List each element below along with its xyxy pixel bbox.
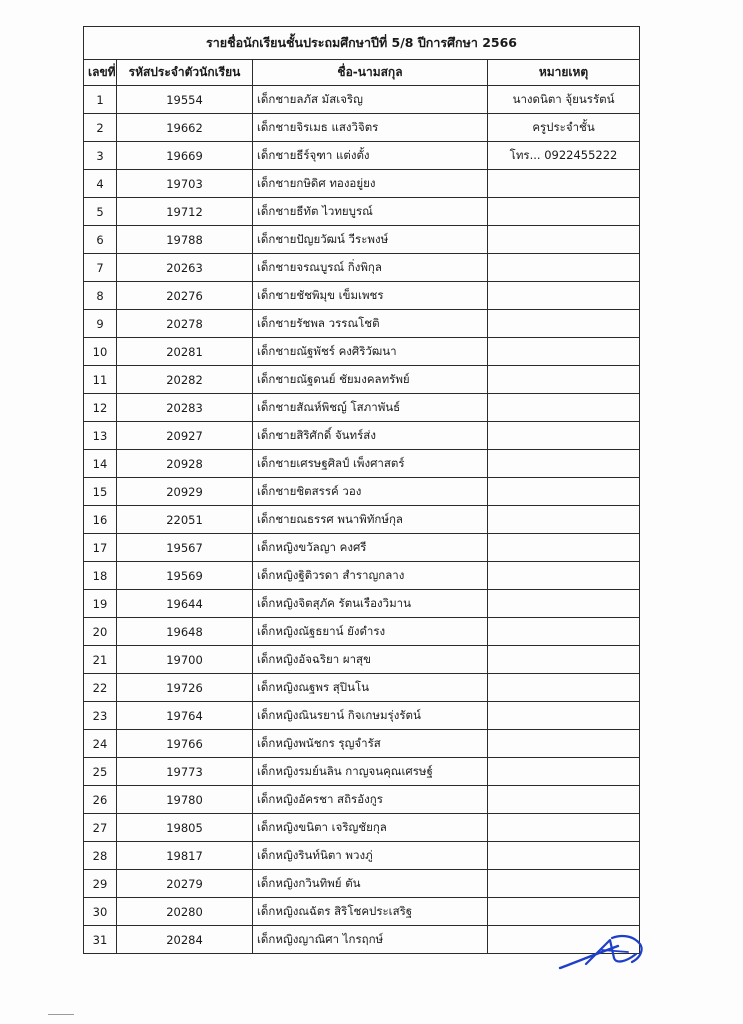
table-row bbox=[84, 730, 640, 758]
student-name: เด็กชายรัชพล วรรณโชติ bbox=[253, 310, 488, 338]
student-note bbox=[488, 618, 640, 646]
student-number: 11 bbox=[84, 366, 117, 394]
document-title: รายชื่อนักเรียนชั้นประถมศึกษาปีที่ 5/8 ปีการศึกษา 2566 bbox=[84, 27, 640, 60]
student-number: 4 bbox=[84, 170, 117, 198]
student-number: 13 bbox=[84, 422, 117, 450]
student-note bbox=[488, 786, 640, 814]
student-id: 19817 bbox=[117, 842, 253, 870]
student-id: 19662 bbox=[117, 114, 253, 142]
student-number: 17 bbox=[84, 534, 117, 562]
student-id: 20928 bbox=[117, 450, 253, 478]
student-name: เด็กหญิงขวัลญา คงศรี bbox=[253, 534, 488, 562]
student-number: 14 bbox=[84, 450, 117, 478]
student-id: 19712 bbox=[117, 198, 253, 226]
student-id: 20284 bbox=[117, 926, 253, 954]
student-name: เด็กหญิงขนิตา เจริญชัยกุล bbox=[253, 814, 488, 842]
student-number: 3 bbox=[84, 142, 117, 170]
student-id: 22051 bbox=[117, 506, 253, 534]
student-name: เด็กหญิงณินรยาน์ กิจเกษมรุ่งรัตน์ bbox=[253, 702, 488, 730]
signature-mark bbox=[556, 928, 648, 974]
table-row bbox=[84, 478, 640, 506]
student-note bbox=[488, 562, 640, 590]
table-row bbox=[84, 842, 640, 870]
header-student-id: รหัสประจำตัวนักเรียน bbox=[117, 60, 253, 86]
student-note bbox=[488, 450, 640, 478]
student-id: 19788 bbox=[117, 226, 253, 254]
table-row bbox=[84, 198, 640, 226]
student-id: 20276 bbox=[117, 282, 253, 310]
student-id: 20281 bbox=[117, 338, 253, 366]
table-row bbox=[84, 254, 640, 282]
student-note bbox=[488, 506, 640, 534]
student-id: 20282 bbox=[117, 366, 253, 394]
student-number: 9 bbox=[84, 310, 117, 338]
student-id: 19764 bbox=[117, 702, 253, 730]
student-number: 30 bbox=[84, 898, 117, 926]
student-name: เด็กหญิงรมย์นลิน กาญจนคุณเศรษฐ์ bbox=[253, 758, 488, 786]
student-name: เด็กหญิงอัจฉริยา ผาสุข bbox=[253, 646, 488, 674]
student-note bbox=[488, 702, 640, 730]
student-name: เด็กชายสิริศักดิ์ จันทร์ส่ง bbox=[253, 422, 488, 450]
student-note bbox=[488, 758, 640, 786]
student-note bbox=[488, 338, 640, 366]
student-name: เด็กหญิงณฉัตร สิริโชคประเสริฐ bbox=[253, 898, 488, 926]
student-id: 19554 bbox=[117, 86, 253, 114]
student-number: 12 bbox=[84, 394, 117, 422]
student-number: 21 bbox=[84, 646, 117, 674]
table-row bbox=[84, 114, 640, 142]
student-number: 22 bbox=[84, 674, 117, 702]
student-id: 19726 bbox=[117, 674, 253, 702]
student-id: 19644 bbox=[117, 590, 253, 618]
student-note bbox=[488, 198, 640, 226]
student-note bbox=[488, 366, 640, 394]
student-name: เด็กชายเศรษฐศิลป์ เพ็งศาสตร์ bbox=[253, 450, 488, 478]
student-name: เด็กชายชิตสรรค์ วอง bbox=[253, 478, 488, 506]
student-number: 6 bbox=[84, 226, 117, 254]
student-name: เด็กหญิงรินท์นิตา พวงภู่ bbox=[253, 842, 488, 870]
table-row bbox=[84, 170, 640, 198]
student-name: เด็กชายณัฐดนย์ ชัยมงคลทรัพย์ bbox=[253, 366, 488, 394]
table-row bbox=[84, 450, 640, 478]
student-name: เด็กชายจิรเมธ แสงวิจิตร bbox=[253, 114, 488, 142]
student-number: 26 bbox=[84, 786, 117, 814]
student-id: 19780 bbox=[117, 786, 253, 814]
student-id: 19805 bbox=[117, 814, 253, 842]
student-number: 28 bbox=[84, 842, 117, 870]
student-number: 1 bbox=[84, 86, 117, 114]
table-row bbox=[84, 394, 640, 422]
student-name: เด็กหญิงจิตสุภัค รัตนเรืองวิมาน bbox=[253, 590, 488, 618]
student-number: 19 bbox=[84, 590, 117, 618]
student-number: 27 bbox=[84, 814, 117, 842]
table-row bbox=[84, 422, 640, 450]
student-name: เด็กหญิงกวินทิพย์ ตัน bbox=[253, 870, 488, 898]
student-name: เด็กชายลภัส มัสเจริญ bbox=[253, 86, 488, 114]
student-id: 20927 bbox=[117, 422, 253, 450]
student-note bbox=[488, 814, 640, 842]
student-id: 19648 bbox=[117, 618, 253, 646]
student-id: 19669 bbox=[117, 142, 253, 170]
student-number: 18 bbox=[84, 562, 117, 590]
student-number: 20 bbox=[84, 618, 117, 646]
student-id: 19567 bbox=[117, 534, 253, 562]
student-name: เด็กหญิงญาณิศา ไกรฤกษ์ bbox=[253, 926, 488, 954]
student-name: เด็กหญิงณฐพร สุปินโน bbox=[253, 674, 488, 702]
student-note bbox=[488, 310, 640, 338]
student-number: 25 bbox=[84, 758, 117, 786]
table-row bbox=[84, 534, 640, 562]
student-id: 20929 bbox=[117, 478, 253, 506]
student-name: เด็กชายปัญยวัฒน์ วีระพงษ์ bbox=[253, 226, 488, 254]
student-number: 15 bbox=[84, 478, 117, 506]
table-row bbox=[84, 702, 640, 730]
student-name: เด็กชายจรณบูรณ์ กิ่งพิกุล bbox=[253, 254, 488, 282]
table-row bbox=[84, 310, 640, 338]
student-number: 8 bbox=[84, 282, 117, 310]
table-row bbox=[84, 282, 640, 310]
student-note bbox=[488, 254, 640, 282]
student-note bbox=[488, 590, 640, 618]
student-roster-table bbox=[83, 26, 640, 954]
title-row bbox=[84, 27, 640, 60]
student-note bbox=[488, 422, 640, 450]
student-note bbox=[488, 170, 640, 198]
roster-body bbox=[84, 86, 640, 954]
student-number: 7 bbox=[84, 254, 117, 282]
table-row bbox=[84, 814, 640, 842]
student-id: 20283 bbox=[117, 394, 253, 422]
table-row bbox=[84, 786, 640, 814]
page-edge-mark bbox=[48, 1014, 74, 1015]
student-name: เด็กชายชัชพิมุข เข็มเพชร bbox=[253, 282, 488, 310]
table-row bbox=[84, 590, 640, 618]
student-id: 20278 bbox=[117, 310, 253, 338]
student-note: โทร... 0922455222 bbox=[488, 142, 640, 170]
student-name: เด็กชายสัณห์พิชญ์ โสภาพันธ์ bbox=[253, 394, 488, 422]
student-note bbox=[488, 842, 640, 870]
student-id: 19766 bbox=[117, 730, 253, 758]
table-row bbox=[84, 562, 640, 590]
student-number: 31 bbox=[84, 926, 117, 954]
table-row bbox=[84, 142, 640, 170]
student-note bbox=[488, 534, 640, 562]
student-name: เด็กหญิงพนัชกร รุญจำรัส bbox=[253, 730, 488, 758]
table-row bbox=[84, 338, 640, 366]
student-name: เด็กชายธีทัต ไวทยบูรณ์ bbox=[253, 198, 488, 226]
student-note bbox=[488, 674, 640, 702]
student-note: ครูประจำชั้น bbox=[488, 114, 640, 142]
student-id: 19703 bbox=[117, 170, 253, 198]
table-row bbox=[84, 898, 640, 926]
student-id: 19569 bbox=[117, 562, 253, 590]
student-number: 16 bbox=[84, 506, 117, 534]
student-id: 20279 bbox=[117, 870, 253, 898]
student-number: 23 bbox=[84, 702, 117, 730]
table-row bbox=[84, 506, 640, 534]
student-id: 20280 bbox=[117, 898, 253, 926]
student-id: 19700 bbox=[117, 646, 253, 674]
student-note bbox=[488, 646, 640, 674]
table-row bbox=[84, 366, 640, 394]
student-number: 5 bbox=[84, 198, 117, 226]
student-number: 10 bbox=[84, 338, 117, 366]
table-row bbox=[84, 646, 640, 674]
student-name: เด็กหญิงอัครชา สถิรอังกูร bbox=[253, 786, 488, 814]
table-row bbox=[84, 618, 640, 646]
header-name: ชื่อ-นามสกุล bbox=[253, 60, 488, 86]
student-note bbox=[488, 394, 640, 422]
header-number: เลขที่ bbox=[84, 60, 117, 86]
student-note bbox=[488, 730, 640, 758]
table-row bbox=[84, 86, 640, 114]
student-name: เด็กชายณัฐพัชร์ คงศิริวัฒนา bbox=[253, 338, 488, 366]
student-name: เด็กชายณธรรศ พนาพิทักษ์กุล bbox=[253, 506, 488, 534]
student-note bbox=[488, 478, 640, 506]
header-row bbox=[84, 60, 640, 86]
table-row bbox=[84, 674, 640, 702]
student-name: เด็กหญิงณัฐธยาน์ ยังดำรง bbox=[253, 618, 488, 646]
student-note bbox=[488, 898, 640, 926]
student-note bbox=[488, 282, 640, 310]
student-note bbox=[488, 870, 640, 898]
student-id: 19773 bbox=[117, 758, 253, 786]
student-name: เด็กหญิงฐิติวรดา สำราญกลาง bbox=[253, 562, 488, 590]
student-id: 20263 bbox=[117, 254, 253, 282]
student-name: เด็กชายกษิดิศ ทองอยู่ยง bbox=[253, 170, 488, 198]
student-note bbox=[488, 226, 640, 254]
student-name: เด็กชายธีร์จุฑา แต่งตั้ง bbox=[253, 142, 488, 170]
header-note: หมายเหตุ bbox=[488, 60, 640, 86]
student-number: 29 bbox=[84, 870, 117, 898]
table-row bbox=[84, 870, 640, 898]
student-number: 2 bbox=[84, 114, 117, 142]
table-row bbox=[84, 226, 640, 254]
table-row bbox=[84, 758, 640, 786]
student-number: 24 bbox=[84, 730, 117, 758]
student-note: นางดนิตา จุ้ยนรรัตน์ bbox=[488, 86, 640, 114]
